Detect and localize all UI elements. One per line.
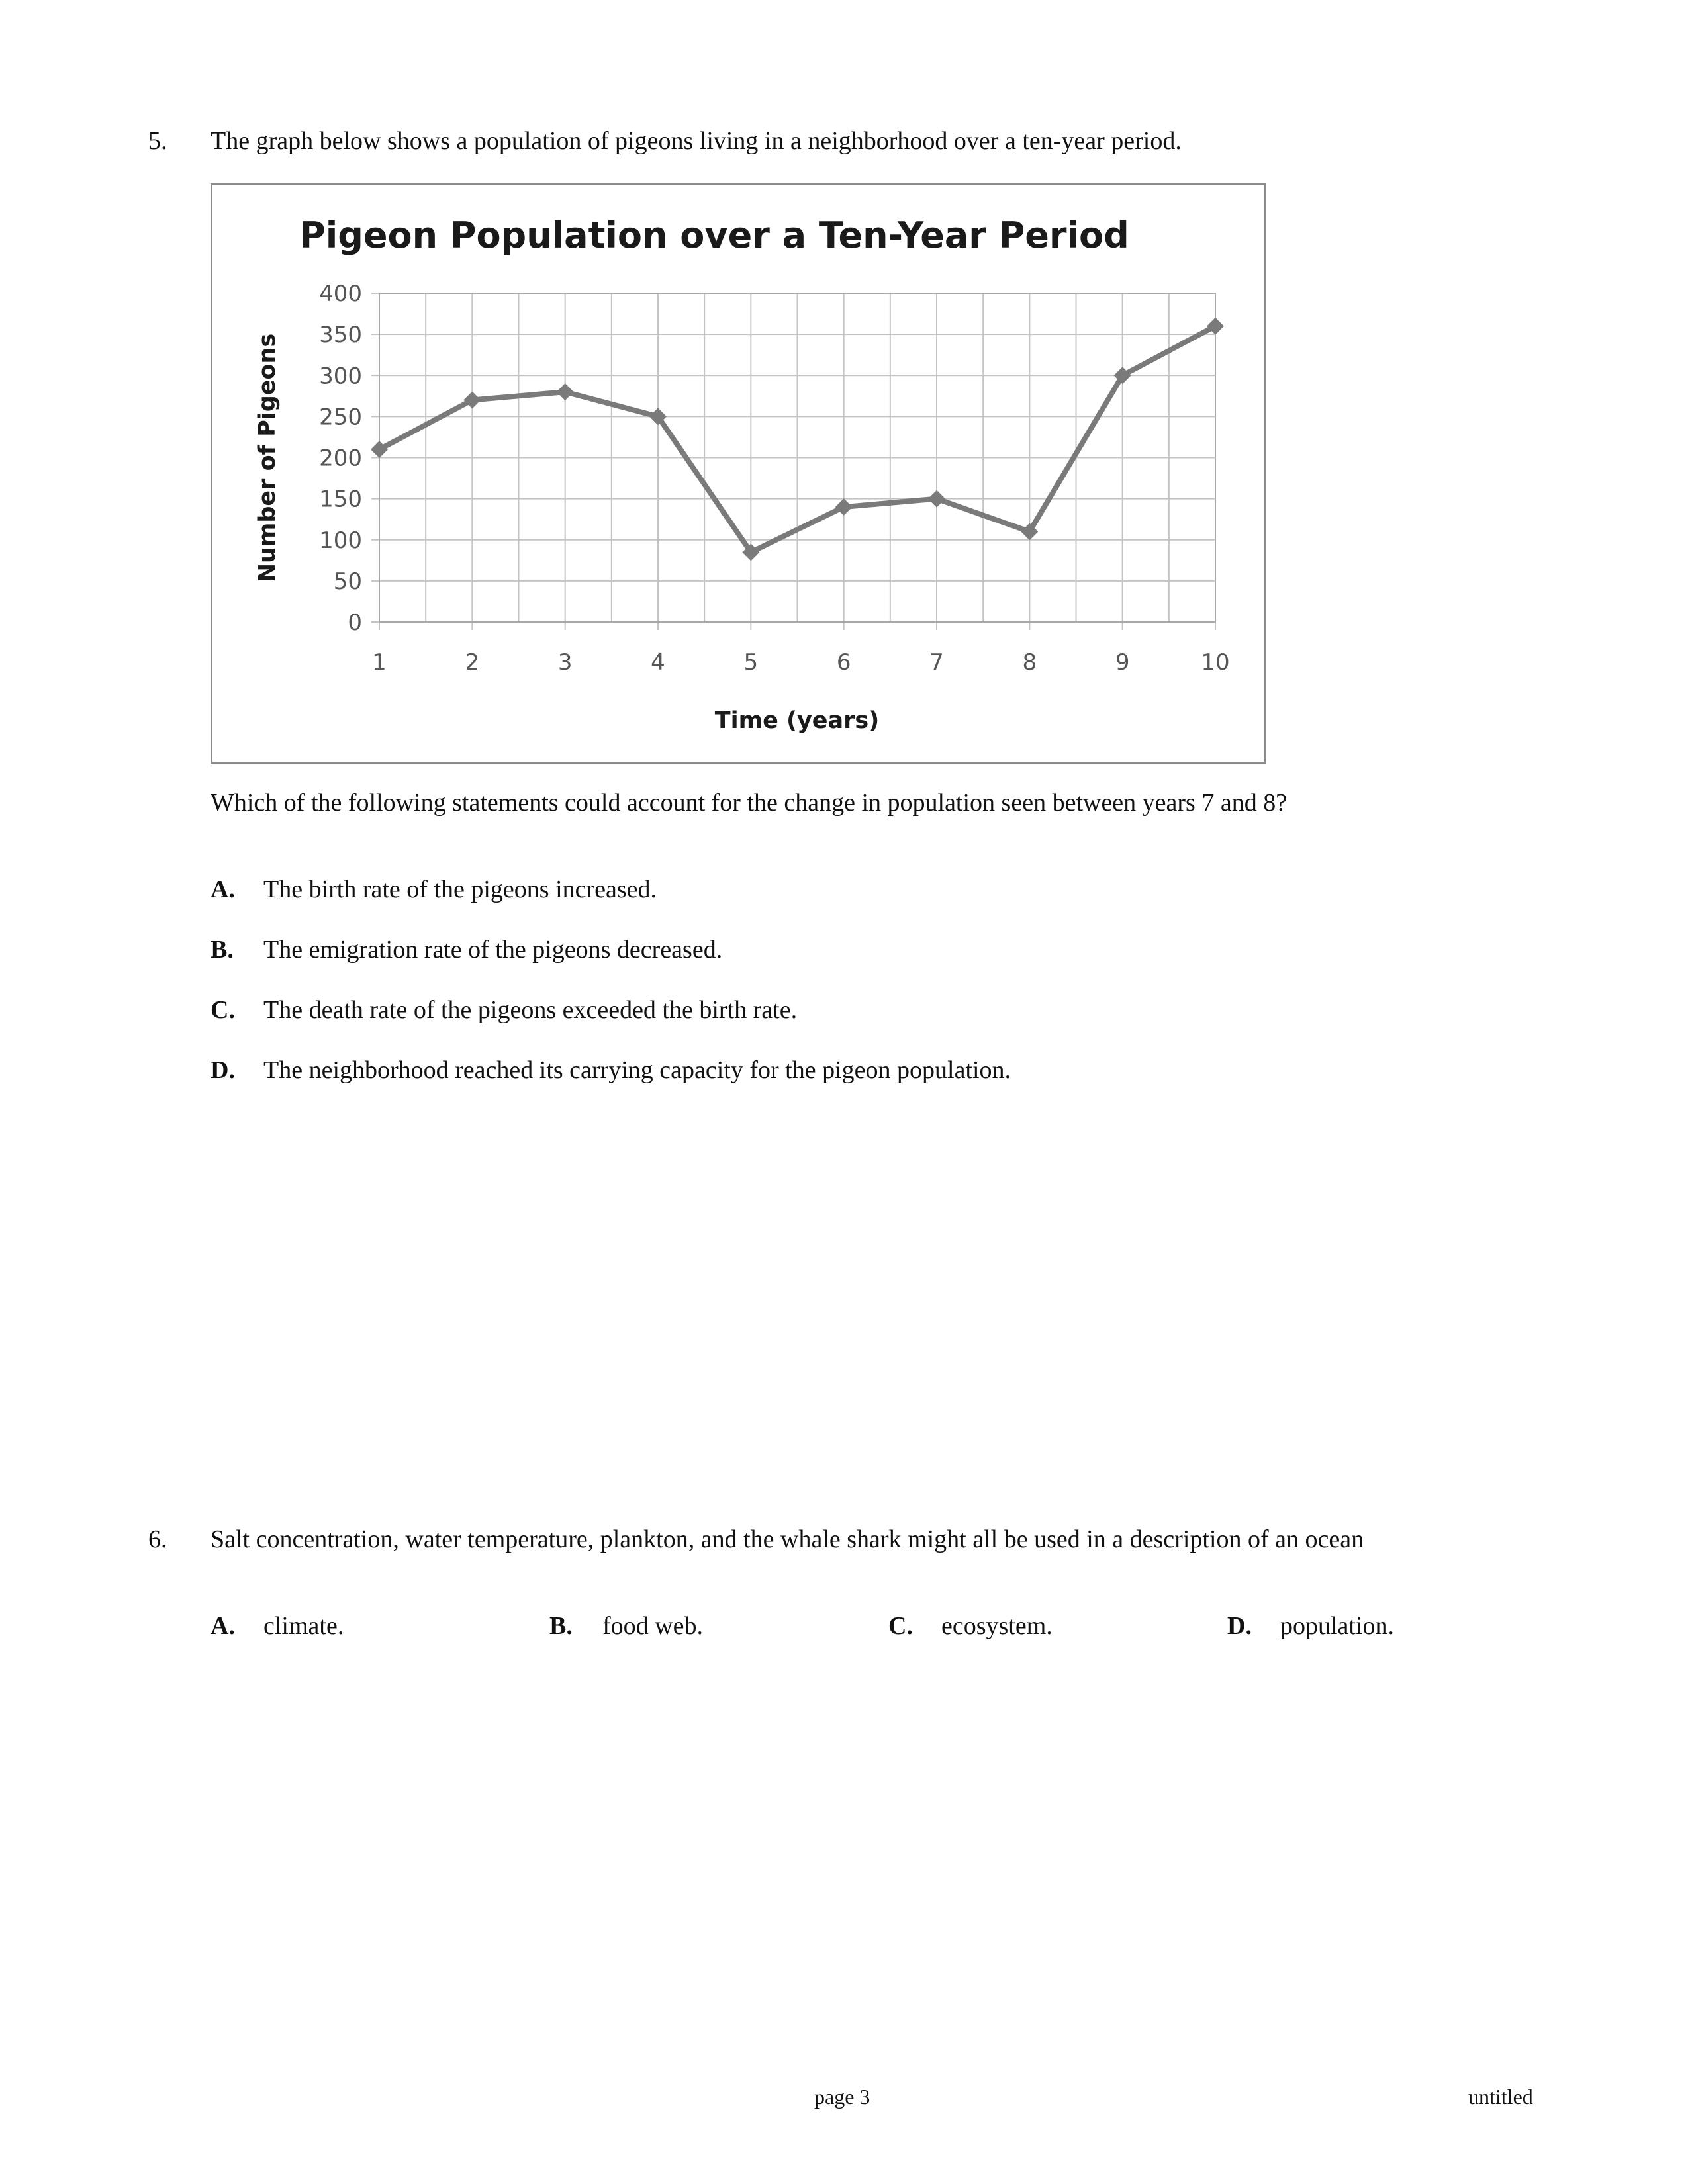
x-tick-label: 8 xyxy=(1022,649,1037,676)
question-6-prompt: Salt concentration, water temperature, plankton, and the whale shark might all be used in a description of an ocean xyxy=(211,1525,1364,1553)
document-title: untitled xyxy=(1468,2085,1533,2109)
data-point-marker xyxy=(928,490,945,508)
choice-b-letter: B. xyxy=(211,936,234,964)
x-tick-label: 10 xyxy=(1201,649,1230,676)
data-point-marker xyxy=(835,498,853,516)
y-tick-label: 200 xyxy=(319,445,362,472)
x-tick-label: 5 xyxy=(743,649,759,676)
x-axis-label: Time (years) xyxy=(714,707,880,734)
x-tick-label: 9 xyxy=(1115,649,1130,676)
chart-frame xyxy=(211,183,1266,764)
q6-choice-a-text[interactable]: climate. xyxy=(263,1612,344,1640)
chart-title: Pigeon Population over a Ten-Year Period xyxy=(299,214,1129,256)
y-tick-label: 50 xyxy=(333,568,362,595)
q6-choice-b-letter: B. xyxy=(549,1612,573,1640)
data-point-marker xyxy=(557,383,574,400)
y-tick-label: 350 xyxy=(319,322,362,349)
y-axis-label: Number of Pigeons xyxy=(254,333,281,583)
choice-b-text[interactable]: The emigration rate of the pigeons decreased. xyxy=(263,936,723,964)
q6-choice-c-text[interactable]: ecosystem. xyxy=(941,1612,1053,1640)
question-6-number: 6. xyxy=(148,1525,167,1553)
x-tick-label: 4 xyxy=(651,649,665,676)
choice-c-letter: C. xyxy=(211,996,235,1024)
q6-choice-a-letter: A. xyxy=(211,1612,235,1640)
x-tick-label: 2 xyxy=(465,649,480,676)
choice-d-text[interactable]: The neighborhood reached its carrying capacity for the pigeon population. xyxy=(263,1056,1011,1084)
question-5-number: 5. xyxy=(148,127,167,155)
y-tick-label: 250 xyxy=(319,404,362,431)
y-tick-label: 100 xyxy=(319,527,362,554)
q6-choice-d-text[interactable]: population. xyxy=(1280,1612,1395,1640)
x-tick-label: 1 xyxy=(372,649,387,676)
pigeon-population-chart xyxy=(212,185,1264,762)
y-tick-label: 300 xyxy=(319,363,362,390)
choice-c-text[interactable]: The death rate of the pigeons exceeded the birth rate. xyxy=(263,996,798,1024)
q6-choice-d-letter: D. xyxy=(1227,1612,1252,1640)
q6-choice-b-text[interactable]: food web. xyxy=(602,1612,703,1640)
y-tick-label: 0 xyxy=(348,610,362,636)
x-tick-label: 6 xyxy=(836,649,851,676)
page-number: page 3 xyxy=(814,2085,870,2109)
y-tick-label: 150 xyxy=(319,486,362,513)
question-5-followup: Which of the following statements could account for the change in population seen between years 7 and 8? xyxy=(211,789,1288,817)
choice-a-text[interactable]: The birth rate of the pigeons increased. xyxy=(263,876,657,903)
question-5-prompt: The graph below shows a population of pigeons living in a neighborhood over a ten-year period. xyxy=(211,127,1182,155)
y-tick-label: 400 xyxy=(319,281,362,307)
choice-d-letter: D. xyxy=(211,1056,235,1084)
choice-a-letter: A. xyxy=(211,876,235,903)
q6-choice-c-letter: C. xyxy=(888,1612,913,1640)
x-tick-label: 3 xyxy=(557,649,573,676)
x-tick-label: 7 xyxy=(929,649,944,676)
